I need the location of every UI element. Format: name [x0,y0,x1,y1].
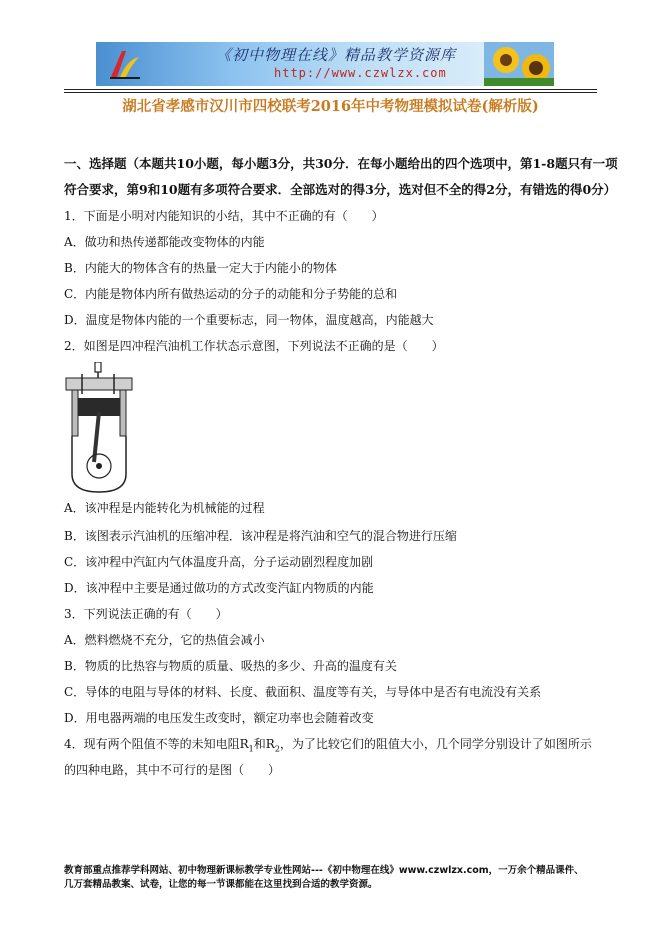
q2-option-a: A．该冲程是内能转化为机械能的过程 [64,501,265,515]
section-heading-line2: 符合要求，第9和10题有多项符合要求．全部选对的得3分，选对但不全的得2分，有错选的得0分） [64,182,617,197]
q3-option-d: D．用电器两端的电压发生改变时，额定功率也会随着改变 [64,711,374,725]
q2-option-c: C．该冲程中汽缸内气体温度升高，分子运动剧烈程度加剧 [64,555,374,569]
logo-icon [108,47,142,81]
header-rule-bottom [64,92,597,93]
sunflower-icon [484,42,554,86]
q4-stem: 4．现有两个阻值不等的未知电阻$R_1$和$R_2$，为了比较它们的阻值大小，几个同学分别设计了如图所示 [64,737,592,754]
header-banner [96,42,554,86]
footer-line2: 几万套精品教案、试卷，让您的每一节课都能在这里找到合适的教学资源。 [64,879,378,890]
banner-url: http://www.czwlzx.com [274,66,447,80]
q4-stem-line2: 的四种电路，其中不可行的是图（ ） [64,763,281,777]
q1-option-c: C．内能是物体内所有做热运动的分子的动能和分子势能的总和 [64,287,398,301]
q2-option-b: B．该图表示汽油机的压缩冲程．该冲程是将汽油和空气的混合物进行压缩 [64,529,457,543]
header-rule-top [64,89,597,90]
engine-diagram [64,362,134,498]
q3-stem: 3．下列说法正确的有（ ） [64,607,228,621]
q1-option-d: D．温度是物体内能的一个重要标志，同一物体，温度越高，内能越大 [64,313,434,327]
q1-option-b: B．内能大的物体含有的热量一定大于内能小的物体 [64,261,337,275]
section-heading-line1: 一、选择题（本题共10小题，每小题3分，共30分．在每小题给出的四个选项中，第1-8题只有一项 [64,156,618,171]
q3-option-a: A．燃料燃烧不充分，它的热值会减小 [64,633,265,647]
q1-option-a: A．做功和热传递都能改变物体的内能 [64,235,265,249]
banner-title: 《初中物理在线》精品教学资源库 [216,46,457,64]
q2-option-d: D．该冲程中主要是通过做功的方式改变汽缸内物质的内能 [64,581,374,595]
footer-line1: 教育部重点推荐学科网站、初中物理新课标教学专业性网站---《初中物理在线》www.czwlzx.com，一万余个精品课件、 [64,865,584,876]
q2-stem: 2．如图是四冲程汽油机工作状态示意图，下列说法不正确的是（ ） [64,339,444,353]
q3-option-b: B．物质的比热容与物质的质量、吸热的多少、升高的温度有关 [64,659,397,673]
page-title: 湖北省孝感市汉川市四校联考2016年中考物理模拟试卷(解析版) [122,98,539,115]
q1-stem: 1．下面是小明对内能知识的小结，其中不正确的有（ ） [64,209,384,223]
q3-option-c: C．导体的电阻与导体的材料、长度、截面积、温度等有关，与导体中是否有电流没有关系 [64,685,542,699]
